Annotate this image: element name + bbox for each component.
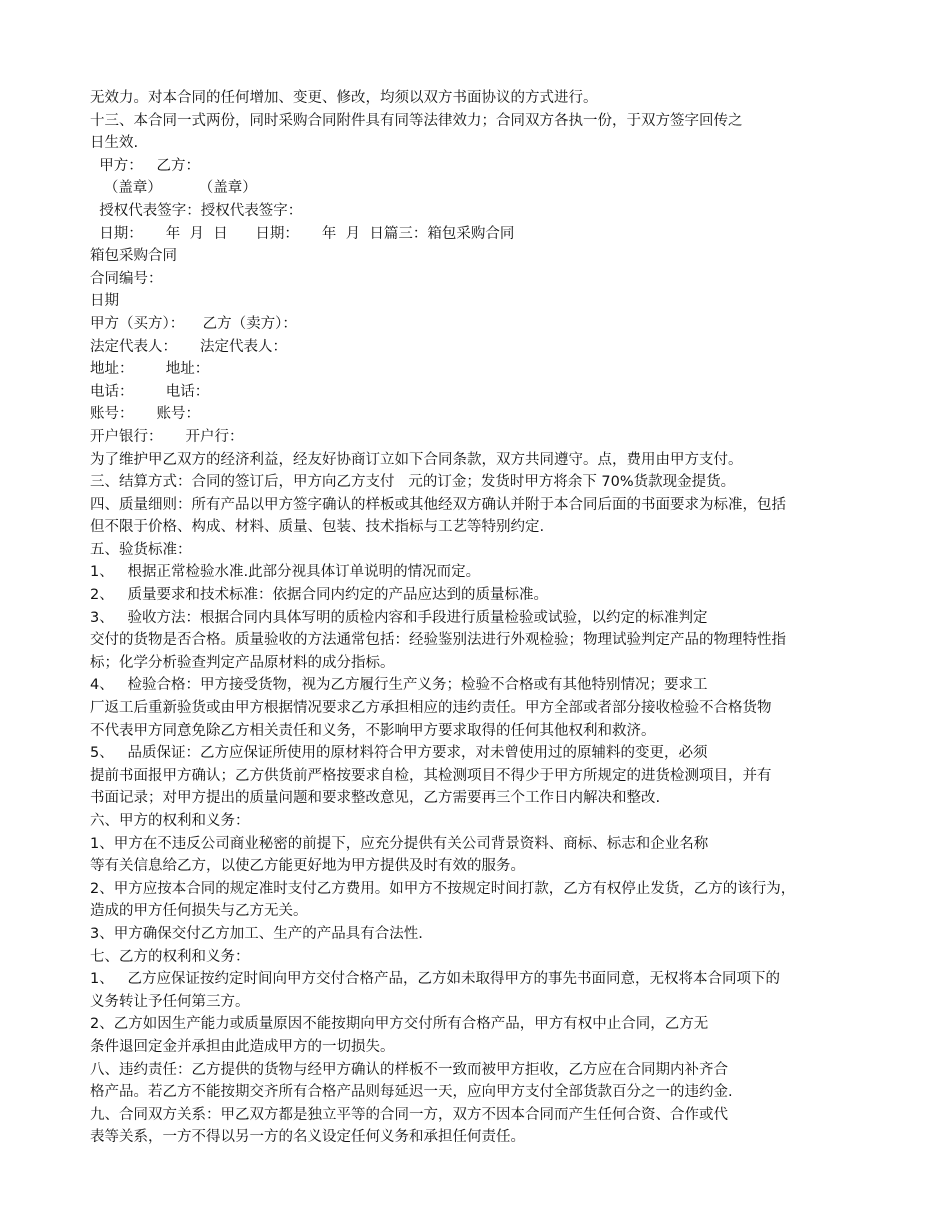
- text-line: 4、 检验合格：甲方接受货物，视为乙方履行生产义务；检验不合格或有其他特别情况；要求工: [90, 677, 708, 694]
- text-line: 1、甲方在不违反公司商业秘密的前提下，应充分提供有关公司背景资料、商标、标志和企业名称: [90, 835, 709, 852]
- text-line: 日期： 年 月 日 日期： 年 月 日篇三：箱包采购合同: [90, 225, 515, 242]
- text-line: 无效力。对本合同的任何增加、变更、修改，均须以双方书面协议的方式进行。: [90, 90, 598, 106]
- text-line: 格产品。若乙方不能按期交齐所有合格产品则每延迟一天，应向甲方支付全部货款百分之一的违约金.: [90, 1084, 733, 1101]
- text-line: 箱包采购合同: [90, 248, 177, 265]
- text-line: 法定代表人： 法定代表人：: [90, 338, 288, 355]
- text-line: 标；化学分析验查判定产品原材料的成分指标。: [90, 654, 395, 671]
- text-line: 账号： 账号：: [90, 406, 201, 423]
- text-line: 表等关系，一方不得以另一方的名义设定任何义务和承担任何责任。: [90, 1129, 525, 1146]
- text-line: 2、 质量要求和技术标准：依据合同内约定的产品应达到的质量标准。: [90, 587, 549, 604]
- text-line: 为了维护甲乙双方的经济利益，经友好协商订立如下合同条款，双方共同遵守。点，费用由甲方支付。: [90, 451, 743, 468]
- text-line: 授权代表签字：授权代表签字：: [90, 202, 303, 219]
- text-line: 九、合同双方关系：甲乙双方都是独立平等的合同一方，双方不因本合同而产生任何合资、合作或代: [90, 1106, 728, 1123]
- text-line: 七、乙方的权利和义务：: [90, 948, 250, 965]
- text-line: 1、 乙方应保证按约定时间向甲方交付合格产品，乙方如未取得甲方的事先书面同意，无权将本合同项下的: [90, 971, 781, 988]
- text-line: 八、违约责任：乙方提供的货物与经甲方确认的样板不一致而被甲方拒收，乙方应在合同期内补齐合: [90, 1061, 728, 1078]
- text-line: 甲方（买方）： 乙方（卖方）：: [90, 315, 297, 332]
- text-line: 六、甲方的权利和义务：: [90, 813, 250, 829]
- text-line: 5、 品质保证：乙方应保证所使用的原材料符合甲方要求，对未曾使用过的原辅料的变更，必须: [90, 745, 708, 762]
- text-line: 开户银行： 开户行：: [90, 428, 244, 445]
- text-line: 条件退回定金并承担由此造成甲方的一切损失。: [90, 1038, 395, 1055]
- text-line: 义务转让予任何第三方。: [90, 993, 250, 1010]
- text-line: 厂返工后重新验货或由甲方根据情况要求乙方承担相应的违约责任。甲方全部或者部分接收检验不合格货物: [90, 700, 772, 717]
- text-line: 2、甲方应按本合同的规定准时支付乙方费用。如甲方不按规定时间打款，乙方有权停止发货，乙方的该行为，: [90, 880, 796, 897]
- text-line: 五、验货标准：: [90, 541, 192, 558]
- text-line: 提前书面报甲方确认；乙方供货前严格按要求自检，其检测项目不得少于甲方所规定的进货检测项目，并有: [90, 767, 772, 784]
- text-line: 1、 根据正常检验水准.此部分视具体订单说明的情况而定。: [90, 564, 481, 581]
- text-line: 造成的甲方任何损失与乙方无关。: [90, 903, 308, 920]
- text-line: 地址： 地址：: [90, 361, 210, 378]
- text-line: 但不限于价格、构成、材料、质量、包装、技术指标与工艺等特别约定.: [90, 519, 545, 536]
- text-line: 日生效.: [90, 135, 139, 152]
- text-line: 十三、本合同一式两份，同时采购合同附件具有同等法律效力；合同双方各执一份，于双方签字回传之: [90, 112, 743, 129]
- text-line: 四、质量细则：所有产品以甲方签字确认的样板或其他经双方确认并附于本合同后面的书面要求为标准，包括: [90, 496, 786, 513]
- text-line: 交付的货物是否合格。质量验收的方法通常包括：经验鉴别法进行外观检验；物理试验判定产品的物理特性指: [90, 632, 786, 649]
- text-line: 日期: [90, 293, 119, 310]
- text-line: 书面记录；对甲方提出的质量问题和要求整改意见，乙方需要再三个工作日内解决和整改.: [90, 790, 661, 807]
- text-line: 等有关信息给乙方，以使乙方能更好地为甲方提供及时有效的服务。: [90, 858, 525, 875]
- text-line: 不代表甲方同意免除乙方相关责任和义务，不影响甲方要求取得的任何其他权利和救济。: [90, 722, 656, 739]
- document-body: [90, 87, 890, 1149]
- text-line: 电话： 电话：: [90, 383, 210, 400]
- text-line: 甲方： 乙方：: [90, 157, 201, 174]
- text-line: 3、 验收方法：根据合同内具体写明的质检内容和手段进行质量检验或试验，以约定的标准判定: [90, 609, 708, 626]
- text-line: 2、乙方如因生产能力或质量原因不能按期向甲方交付所有合格产品，甲方有权中止合同，乙方无: [90, 1016, 709, 1033]
- text-line: 三、结算方式：合同的签订后，甲方向乙方支付 元的订金；发货时甲方将余下 70%货款现金提货。: [90, 474, 736, 491]
- text-line: （盖章） （盖章）: [90, 180, 257, 197]
- text-line: 3、甲方确保交付乙方加工、生产的产品具有合法性.: [90, 925, 423, 942]
- text-line: 合同编号：: [90, 270, 163, 287]
